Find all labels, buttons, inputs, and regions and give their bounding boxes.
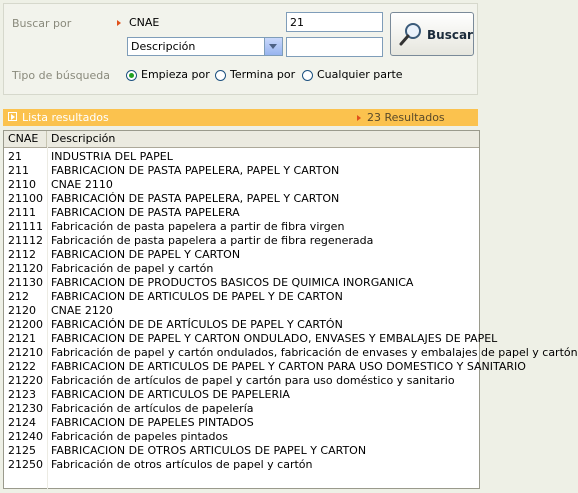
- chevron-down-icon[interactable]: [264, 38, 282, 55]
- cell-cnae: 21240: [8, 430, 43, 443]
- cell-cnae: 2121: [8, 332, 36, 345]
- magnifier-icon: [399, 22, 423, 46]
- cell-cnae: 21130: [8, 276, 43, 289]
- cell-cnae: 2112: [8, 248, 36, 261]
- cell-description: FABRICACION DE PRODUCTOS BASICOS DE QUIMICA INORGANICA: [51, 276, 414, 289]
- cell-cnae: 21112: [8, 234, 43, 247]
- table-row[interactable]: [4, 416, 479, 430]
- table-row[interactable]: [4, 276, 479, 290]
- cell-cnae: 2122: [8, 360, 36, 373]
- cell-description: CNAE 2110: [51, 178, 113, 191]
- cell-description: FABRICACION DE ARTICULOS DE PAPEL Y CARTON PARA USO DOMESTICO Y SANITARIO: [51, 360, 526, 373]
- grid-header: [4, 131, 479, 148]
- table-row[interactable]: [4, 444, 479, 458]
- table-row[interactable]: [4, 206, 479, 220]
- radio-any-part[interactable]: [302, 70, 313, 81]
- collapse-icon[interactable]: [8, 112, 17, 121]
- cell-description: Fabricación de artículos de papel y cartón para uso doméstico y sanitario: [51, 374, 455, 387]
- radio-ends-with-label[interactable]: Termina por: [230, 68, 296, 81]
- radio-ends-with[interactable]: [215, 70, 226, 81]
- table-row[interactable]: [4, 262, 479, 276]
- cell-cnae: 21100: [8, 192, 43, 205]
- cell-cnae: 211: [8, 164, 29, 177]
- cell-description: CNAE 2120: [51, 304, 113, 317]
- cell-description: Fabricación de papel y cartón: [51, 262, 214, 275]
- secondary-value-input[interactable]: [286, 37, 383, 57]
- radio-starts-with-label[interactable]: Empieza por: [141, 68, 210, 81]
- cell-cnae: 21200: [8, 318, 43, 331]
- cell-description: FABRICACION DE PASTA PAPELERA: [51, 206, 240, 219]
- cell-cnae: 21120: [8, 262, 43, 275]
- table-row[interactable]: [4, 248, 479, 262]
- cell-description: INDUSTRIA DEL PAPEL: [51, 150, 173, 163]
- cell-cnae: 2110: [8, 178, 36, 191]
- table-row[interactable]: [4, 220, 479, 234]
- cell-cnae: 2123: [8, 388, 36, 401]
- results-title: Lista resultados: [22, 111, 109, 124]
- table-row[interactable]: [4, 430, 479, 444]
- cell-description: Fabricación de pasta papelera a partir de fibra regenerada: [51, 234, 374, 247]
- results-bar: [3, 109, 478, 126]
- cell-description: FABRICACION DE PAPELES PINTADOS: [51, 416, 254, 429]
- cell-cnae: 21111: [8, 220, 43, 233]
- table-row[interactable]: [4, 150, 479, 164]
- search-button[interactable]: [390, 12, 474, 56]
- table-row[interactable]: [4, 192, 479, 206]
- cell-description: Fabricación de papel y cartón ondulados, fabricación de envases y embalajes de papel y cartón: [51, 346, 578, 359]
- results-count: 23 Resultados: [367, 111, 445, 124]
- cell-cnae: 2124: [8, 416, 36, 429]
- cell-cnae: 21220: [8, 374, 43, 387]
- cell-cnae: 2120: [8, 304, 36, 317]
- search-button-label: Buscar: [427, 28, 473, 42]
- arrow-right-icon: [117, 20, 121, 26]
- column-header-cnae[interactable]: CNAE: [4, 131, 47, 147]
- table-row[interactable]: [4, 290, 479, 304]
- cell-description: Fabricación de otros artículos de papel y cartón: [51, 458, 313, 471]
- radio-any-part-label[interactable]: Cualquier parte: [317, 68, 403, 81]
- table-row[interactable]: [4, 388, 479, 402]
- search-panel: [3, 3, 478, 95]
- cell-description: FABRICACION DE OTROS ARTICULOS DE PAPEL Y CARTON: [51, 444, 367, 457]
- table-row[interactable]: [4, 318, 479, 332]
- field-select[interactable]: [127, 37, 283, 56]
- cell-cnae: 21: [8, 150, 22, 163]
- table-row[interactable]: [4, 304, 479, 318]
- field-label-cnae: CNAE: [129, 16, 160, 29]
- column-header-description[interactable]: Descripción: [51, 132, 116, 145]
- results-grid: [3, 130, 578, 489]
- table-row[interactable]: [4, 234, 479, 248]
- cell-cnae: 21230: [8, 402, 43, 415]
- table-row[interactable]: [4, 178, 479, 192]
- field-select-value: Descripción: [131, 40, 196, 53]
- table-row[interactable]: [4, 164, 479, 178]
- search-type-label: Tipo de búsqueda: [12, 69, 111, 82]
- cell-cnae: 2125: [8, 444, 36, 457]
- search-by-label: Buscar por: [12, 17, 72, 30]
- cell-description: FABRICACION DE PASTA PAPELERA, PAPEL Y CARTON: [51, 164, 340, 177]
- table-row[interactable]: [4, 360, 526, 374]
- cell-cnae: 21250: [8, 458, 43, 471]
- cell-cnae: 2111: [8, 206, 36, 219]
- table-row[interactable]: [4, 458, 479, 472]
- table-row[interactable]: [4, 332, 498, 346]
- cell-description: Fabricación de pasta papelera a partir de fibra virgen: [51, 220, 345, 233]
- cell-description: FABRICACIÓN DE PASTA PAPELERA, PAPEL Y CARTON: [51, 192, 340, 205]
- table-row[interactable]: [4, 374, 479, 388]
- cell-cnae: 21210: [8, 346, 43, 359]
- arrow-right-icon: [357, 115, 361, 121]
- radio-starts-with[interactable]: [126, 70, 137, 81]
- search-value-input[interactable]: [286, 12, 383, 32]
- table-row[interactable]: [4, 346, 578, 360]
- cell-description: FABRICACIÓN DE DE ARTÍCULOS DE PAPEL Y CARTÓN: [51, 318, 343, 331]
- cell-description: Fabricación de papeles pintados: [51, 430, 228, 443]
- cell-description: FABRICACION DE PAPEL Y CARTON: [51, 248, 241, 261]
- cell-description: FABRICACION DE ARTICULOS DE PAPEL Y DE CARTON: [51, 290, 343, 303]
- table-row[interactable]: [4, 402, 479, 416]
- cell-description: FABRICACION DE ARTICULOS DE PAPELERIA: [51, 388, 290, 401]
- cell-cnae: 212: [8, 290, 29, 303]
- cell-description: FABRICACION DE PAPEL Y CARTON ONDULADO, ENVASES Y EMBALAJES DE PAPEL: [51, 332, 498, 345]
- cell-description: Fabricación de artículos de papelería: [51, 402, 254, 415]
